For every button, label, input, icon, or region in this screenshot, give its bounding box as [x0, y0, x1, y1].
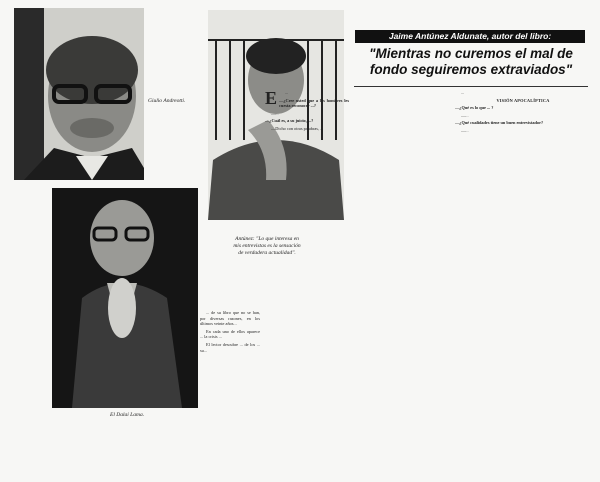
photo-dalai-lama	[52, 188, 198, 408]
paragraph: —...	[271, 110, 279, 116]
paragraph: —...	[461, 127, 469, 133]
question: —¿Qué cualidades tiene un buen entrevistador?	[455, 120, 544, 126]
question: —¿Qué es lo que ... ?	[455, 105, 494, 111]
question: —¿Cuál es, a su juicio, ...?	[265, 118, 314, 124]
paragraph: ...	[461, 90, 465, 95]
caption-antunez: Antúnez: "Lo que interesa en mis entrevistas es la sensación de verdadera actualidad".	[233, 236, 301, 256]
dalai-lama-portrait-image	[52, 188, 198, 408]
paragraph: En cada uno de ellos aparece ... la crisis ...	[200, 328, 260, 340]
caption-andreotti: Giulio Andreotti.	[148, 98, 186, 104]
text-column-right	[455, 90, 591, 475]
question: —¿Cree usted que a los hombres les cuesta reconocer ...?	[279, 97, 349, 109]
andreotti-portrait-image	[14, 8, 144, 180]
photo-andreotti	[14, 8, 144, 180]
text-strip-bottom-left	[14, 446, 194, 476]
headline-rule	[354, 86, 588, 87]
text-column-left	[200, 310, 260, 470]
paragraph: El lector descubre ... de los ... su...	[200, 341, 260, 353]
paragraph: —Dicho con otras palabras, ...	[271, 125, 324, 131]
article-kicker: Jaime Antúnez Aldunate, autor del libro:	[355, 30, 585, 43]
paragraph: —...	[461, 112, 469, 118]
drop-cap: E	[265, 90, 278, 108]
paragraph: ...	[285, 90, 289, 95]
section-subhead: VISIÓN APOCALÍPTICA	[496, 97, 550, 103]
text-column-middle	[265, 90, 349, 475]
paragraph: ... de su libro que no se han, por diversas razones, en los últimos veinte años...	[200, 310, 260, 327]
article-headline: "Mientras no curemos el mal de fondo seguiremos extraviados"	[369, 46, 573, 77]
caption-dalai-lama: El Dalai Lama.	[110, 412, 145, 418]
